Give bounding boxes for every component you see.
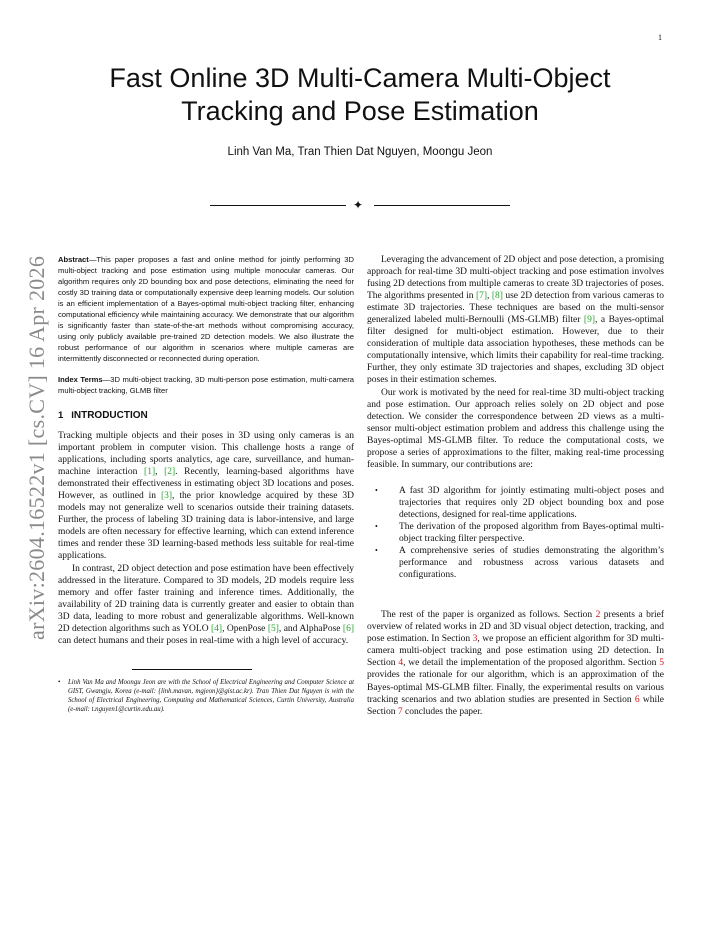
text-run: , and AlphaPose bbox=[278, 623, 343, 634]
abstract-label: Abstract bbox=[58, 255, 89, 264]
paragraph-spacer bbox=[367, 595, 664, 609]
citation-link[interactable]: [8] bbox=[491, 291, 503, 302]
right-column bbox=[367, 254, 664, 718]
section-link[interactable]: 7 bbox=[397, 706, 403, 717]
abstract bbox=[58, 254, 354, 364]
text-run: provides the rationale for our algorithm, which is an approximation of the Bayes-optimal MS-GLMB filter. Finally, the experimental results on various tracking scenarios and two ablation studies are presented in Section bbox=[367, 670, 664, 705]
text-run: can detect humans and their poses in real-time with a high level of accuracy. bbox=[58, 635, 349, 646]
abstract-text: —This paper proposes a fast and online method for jointly performing 3D multi-object tracking and pose estimation using multiple monocular cameras. Our algorithm requires only 2D bounding box and pose detections, eliminating the need for costly 3D training data or computationally expensive deep learning models. Our solution is an efficient implementation of a Bayes-optimal multi-object tracking filter, enhancing computational efficiency while maintaining accuracy. We demonstrate that our algorithm is significantly faster than state-of-the-art methods without compromising accuracy, using only publicly available pre-trained 2D detection models. We also illustrate the robust performance of our algorithm in scenarios where multiple cameras are intermittently disconnected or reconnected during operation. bbox=[58, 255, 354, 363]
intro-paragraph-4: Our work is motivated by the need for real-time 3D multi-object tracking and pose estimation. Our approach relies solely on 2D object and pose detection. We consider the correspondence between 2D views as a multi-sensor multi-object estimation problem and address this challenge using the Bayes-optimal MS-GLMB filter. To reduce the computational costs, we propose a series of approximations to the filter, making real-time processing feasible. In summary, our contributions are: bbox=[367, 387, 664, 470]
text-run: . Recently, learning-based algorithms have demonstrated their effectiveness in estimating object 3D locations and poses. However, as outlined in bbox=[58, 467, 354, 502]
author-affiliation-footnote: • Linh Van Ma and Moongu Jeon are with the School of Electrical Engineering and Computer Science at GIST, Gwangju, Korea (e-mail: {linh.mavan, mgjeon}@gist.ac.kr). Tran Thien Dat Nguyen is with the School of Electrical Engineering, Computing and Mathematical Sciences, Curtin University, Australia (e-mail: t.nguyen1@curtin.edu.au). bbox=[58, 678, 354, 714]
section-link[interactable]: 3 bbox=[472, 634, 478, 645]
citation-link[interactable]: [2] bbox=[164, 467, 176, 478]
section-link[interactable]: 4 bbox=[398, 658, 404, 669]
index-terms-label: Index Terms bbox=[58, 375, 103, 384]
text-run: , bbox=[487, 291, 492, 302]
text-run: Leveraging the advancement of 2D object and pose detection, a promising approach for real-time 3D multi-object tracking and pose estimation involves fusing 2D detections from multiple cameras to create 3D trajectories of poses. The algorithms presented in bbox=[367, 255, 664, 302]
divider-line-right bbox=[374, 205, 510, 206]
citation-link[interactable]: [1] bbox=[144, 467, 156, 478]
section-heading-introduction bbox=[58, 410, 354, 421]
text-run: presents a brief overview of related works in 2D and 3D visual object detection, tracking, and pose estimation. In Section bbox=[367, 610, 664, 645]
paper-title: Fast Online 3D Multi-Camera Multi-Object Tracking and Pose Estimation bbox=[109, 63, 611, 126]
text-run: while Section bbox=[367, 694, 665, 717]
text-run: The rest of the paper is organized as follows. Section bbox=[381, 610, 596, 621]
text-run: , we detail the implementation of the proposed algorithm. Section bbox=[403, 658, 660, 669]
intro-paragraph-5 bbox=[367, 609, 664, 717]
citation-link[interactable]: [9] bbox=[583, 315, 595, 326]
citation-link[interactable]: [4] bbox=[210, 623, 223, 634]
section-title-rest: NTRODUCTION bbox=[73, 410, 148, 421]
footnote-rule bbox=[132, 669, 252, 670]
left-column bbox=[58, 254, 354, 714]
citation-link[interactable]: [6] bbox=[342, 623, 354, 634]
citation-link[interactable]: [7] bbox=[475, 291, 488, 302]
intro-paragraph-1 bbox=[58, 430, 354, 563]
citation-link[interactable]: [3] bbox=[160, 491, 173, 502]
index-terms bbox=[58, 374, 354, 396]
arxiv-watermark: arXiv:2604.16522v1 [cs.CV] 16 Apr 2026 bbox=[24, 255, 49, 640]
section-link[interactable]: 5 bbox=[659, 658, 664, 669]
text-run: , OpenPose bbox=[222, 623, 268, 634]
section-link[interactable]: 6 bbox=[634, 694, 640, 705]
index-terms-text: —3D multi-object tracking, 3D multi-person pose estimation, multi-camera multi-object tracking, GLMB filter bbox=[58, 375, 355, 395]
text-run: , the prior knowledge acquired by these 3D models may not generalize well to scenarios outside their training datasets. Further, the process of labeling 3D training data is labor-intensive, and large models are often necessary for effective learning, which can extend inference times and render these 3D learning-based methods less suitable for real-time applications. bbox=[58, 491, 354, 562]
text-run: , we propose an efficient algorithm for 3D multi-camera multi-object tracking and pose estimation using 2D detection. In Section bbox=[367, 634, 664, 669]
text-run: , a Bayes-optimal filter designed for multi-object estimation. However, due to their consideration of multiple data association hypotheses, these methods can be computationally intensive, which limits their capability for real-time tracking. Further, they only estimate 3D trajectories and shapes, excluding 3D object poses in their estimation schemes. bbox=[367, 315, 664, 386]
divider-line-left bbox=[210, 205, 346, 206]
section-link[interactable]: 2 bbox=[595, 610, 601, 621]
intro-paragraph-2 bbox=[58, 563, 354, 647]
text-run: use 2D detection from various cameras to estimate 3D trajectories. These techniques are based on the multi-sensor generalized labeled multi-Bernoulli (MS-GLMB) filter bbox=[367, 291, 665, 326]
divider-ornament-icon: ✦ bbox=[353, 198, 364, 212]
list-item: • The derivation of the proposed algorithm from Bayes-optimal multi-object tracking filter perspective. bbox=[399, 521, 664, 545]
intro-paragraph-3 bbox=[367, 254, 664, 387]
list-item: • A fast 3D algorithm for jointly estimating multi-object poses and trajectories that requires only 2D object bounding box and pose detections, designed for real-time applications. bbox=[399, 485, 664, 521]
text-run: In contrast, 2D object detection and pose estimation have been effectively addressed in the literature. Compared to 3D models, 2D models require less memory and offer faster training and inference times. Additionally, the availability of 2D training data is currently greater and easier to obtain than 3D data, leading to more robust and generalizable algorithms. Well-known 2D detection algorithms such as YOLO bbox=[58, 563, 354, 634]
author-list: Linh Van Ma, Tran Thien Dat Nguyen, Moongu Jeon bbox=[227, 146, 493, 158]
section-number: 1 bbox=[58, 410, 64, 421]
text-run: , bbox=[155, 467, 165, 478]
text-run: concludes the paper. bbox=[402, 706, 483, 717]
section-title-first: I bbox=[71, 410, 74, 421]
list-item: • A comprehensive series of studies demonstrating the algorithm’s performance and robustness across various datasets and configurations. bbox=[399, 545, 664, 581]
citation-link[interactable]: [5] bbox=[267, 623, 279, 634]
title-divider bbox=[210, 198, 510, 212]
page-number: 1 bbox=[658, 33, 662, 42]
contributions-list bbox=[367, 485, 664, 581]
text-run: Tracking multiple objects and their poses in 3D using only cameras is an important problem in computer vision. This challenge hosts a range of applications, including sports analytics, age care, surveillance, and human-machine interaction bbox=[58, 431, 354, 478]
